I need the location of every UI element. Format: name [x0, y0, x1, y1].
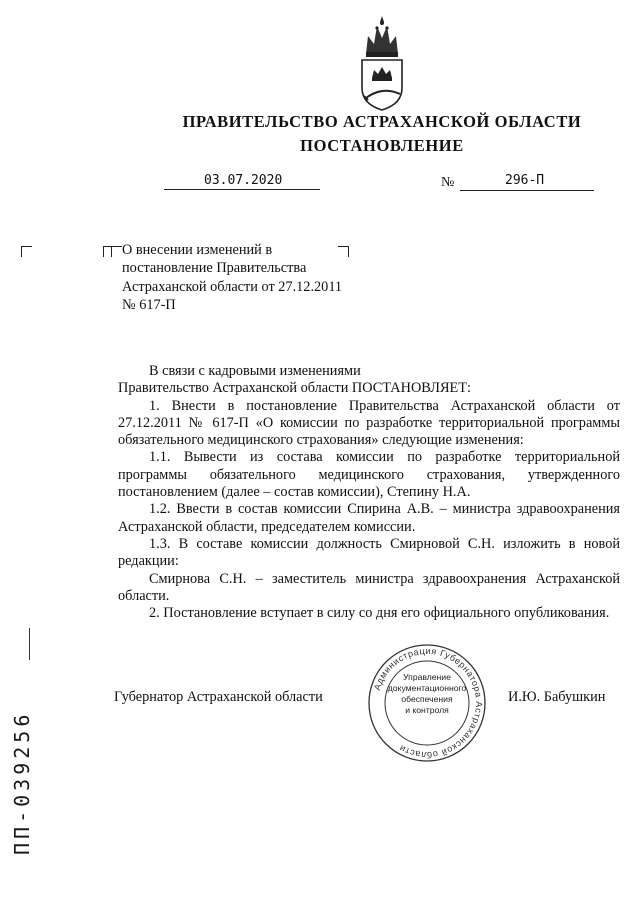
document-date: 03.07.2020 [204, 173, 283, 188]
corner-mark-left [21, 246, 32, 257]
body-paragraph: 1. Внести в постановление Правительства Астраханской области от 27.12.2011 № 617-П «О комиссии по разработке территориальной программы обязательного медицинского страхования» следующие изменения: [118, 397, 620, 449]
body-paragraph: 1.2. Ввести в состав комиссии Спирина А.В. – министра здравоохранения Астраханской области, председателем комиссии. [118, 501, 620, 535]
body-paragraph: 1.3. В составе комиссии должность Смирновой С.Н. изложить в новой редакции: [118, 535, 620, 570]
side-serial-code: ПП-039256 [10, 710, 34, 855]
stamp-center-text: Управление документационного обеспечения и контроля [387, 672, 467, 715]
stamp-ring-text: Администрация Губернатора Астраханской области [371, 645, 485, 761]
body-paragraph: Правительство Астраханской области ПОСТАНОВЛЯЕТ: [118, 380, 471, 397]
date-underline [164, 189, 320, 190]
number-underline [460, 190, 594, 191]
signatory-name: И.Ю. Бабушкин [508, 689, 606, 705]
document-number: 296-П [505, 173, 545, 188]
body-paragraph: Смирнова С.Н. – заместитель министра здравоохранения Астраханской области. [118, 570, 620, 604]
signatory-position: Губернатор Астраханской области [114, 689, 323, 705]
body-paragraph: 2. Постановление вступает в силу со дня его официального опубликования. [149, 605, 610, 622]
side-line [29, 628, 30, 660]
number-sign: № [441, 175, 455, 190]
org-title: ПРАВИТЕЛЬСТВО АСТРАХАНСКОЙ ОБЛАСТИ [182, 112, 582, 131]
body-paragraph: В связи с кадровыми изменениями [149, 363, 361, 379]
document-subject: О внесении изменений в постановление Правительства Астраханской области от 27.12.2011 № 617-П [122, 242, 343, 314]
corner-mark-subject-left-b [111, 246, 122, 257]
coat-of-arms-emblem [356, 14, 408, 114]
body-paragraph: 1.1. Вывести из состава комиссии по разработке территориальной программы обязательного медицинского страхования, утвержденного постановлением (далее – состав комиссии), Степину Н.А. [118, 449, 620, 501]
document-body [118, 363, 620, 622]
document-type-title: ПОСТАНОВЛЕНИЕ [300, 136, 464, 155]
